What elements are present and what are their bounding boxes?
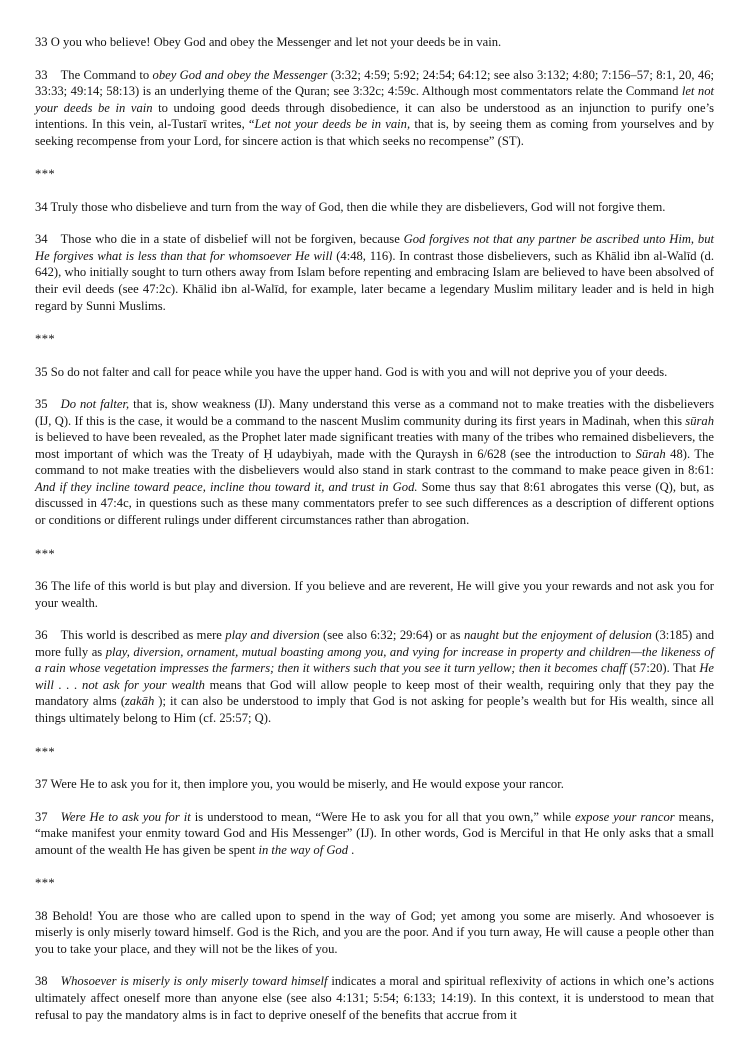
quoted-phrase: expose your rancor	[574, 809, 675, 824]
body-text: The Command to	[60, 67, 153, 82]
verse-34	[35, 199, 714, 216]
commentary-number: 33	[35, 67, 48, 82]
body-text: 36 The life of this world is but play and diversion. If you believe and are reverent, He will give you your rewards and not ask you for your wealth.	[35, 579, 714, 610]
commentary-36	[35, 627, 714, 726]
commentary-38	[35, 973, 714, 1023]
separator-2: ***	[35, 332, 56, 347]
commentary-35	[35, 396, 714, 528]
quoted-phrase: Let not your deeds be in vain,	[254, 117, 411, 132]
body-text: .	[348, 842, 355, 857]
body-text: that is, by seeing them as coming from yourselves and by seeking recompense from your Lord, for sincere action is that which seeks no recompense” (ST).	[35, 117, 714, 148]
quoted-phrase: naught but the enjoyment of delusion	[463, 628, 652, 643]
body-text: This world is described as mere	[60, 628, 226, 643]
verse-38	[35, 908, 714, 958]
body-text: (3:185) and more fully as	[35, 628, 714, 659]
body-text: 35 So do not falter and call for peace while you have the upper hand. God is with you and will not deprive you of your deeds.	[35, 364, 668, 379]
quoted-phrase: let not your deeds be in vain	[35, 84, 714, 115]
quoted-phrase: obey God and obey the Messenger	[152, 67, 328, 82]
body-text: 37 Were He to ask you for it, then implore you, you would be miserly, and He would expose your rancor.	[35, 777, 564, 792]
quoted-phrase: Whosoever is miserly is only miserly toward himself	[60, 974, 328, 989]
quoted-phrase: Do not falter,	[60, 397, 130, 412]
body-text: means that God will allow people to keep most of their wealth, requiring only that they pay the mandatory alms (	[35, 677, 714, 709]
body-text: (3:32; 4:59; 5:92; 24:54; 64:12; see also 3:132; 4:80; 7:156–57; 8:1, 20, 46; 33:33; 49:14; 58:13) is an underlying theme of the Quran; see 3:32c; 4:59c. Although most commentators relate the Command	[35, 67, 714, 99]
commentary-34	[35, 231, 714, 314]
separator-4: ***	[35, 744, 56, 759]
commentary-number: 35	[35, 397, 48, 412]
separator-3: ***	[35, 546, 56, 561]
body-text: indicates a moral and spiritual reflexivity of actions in which one’s actions ultimately affect oneself more than anyone else (see also 4:131; 5:54; 6:133; 14:19). In this context, it is understood to mean that refusal to pay the mandatory alms is in fact to deprive oneself of the benefits that accrue from it	[35, 974, 714, 1022]
quoted-phrase: in the way of God	[258, 842, 349, 857]
quoted-phrase: And if they incline toward peace, incline thou toward it, and trust in God.	[35, 479, 418, 494]
body-text: 38 Behold! You are those who are called upon to spend in the way of God; yet among you some are miserly. And whosoever is miserly is only miserly toward himself. God is the Rich, and you are the poor. And if you turn away, He will cause a people other than you to take your place, and they will not be the likes of you.	[35, 908, 714, 956]
commentary-number: 38	[35, 974, 48, 989]
quoted-phrase: play, diversion, ornament, mutual boasting among you, and vying for increase in property and children—the likeness of a rain whose vegetation impresses the farmers; then it withers such that you see it turn yellow; then it becomes chaff	[35, 644, 714, 676]
body-text: 34 Truly those who disbelieve and turn from the way of God, then die while they are disbelievers, God will not forgive them.	[35, 199, 666, 214]
quoted-phrase: sūrah	[685, 413, 714, 428]
body-text: 48). The command to not make treaties with the disbelievers would also stand in stark contrast to the command to make peace given in 8:61:	[35, 446, 714, 478]
verse-36	[35, 578, 714, 611]
commentary-33	[35, 67, 714, 150]
commentary-number: 34	[35, 232, 48, 247]
body-text: 33 O you who believe! Obey God and obey the Messenger and let not your deeds be in vain.	[35, 35, 502, 49]
quoted-phrase: God forgives not that any partner be ascribed unto Him, but He forgives what is less than that for whomsoever He will	[35, 232, 714, 263]
separator-1: ***	[35, 167, 56, 182]
verse-35	[35, 364, 714, 381]
page-text-column	[35, 34, 714, 1023]
body-text: (4:48, 116). In contrast those disbelievers, such as Khālid ibn al-Walīd (d. 642), who initially sought to turn others away from Islam before repenting and embracing Islam are believed to have been absolved of their evil deeds (see 47:2c). Khālid ibn al-Walīd, for example, later became a legendary Muslim military leader and is held in high regard by Sunni Muslims.	[35, 248, 714, 313]
body-text: ); it can also be understood to imply that God is not asking for people’s wealth but for His wealth, since all things ultimately belong to Him (cf. 25:57; Q).	[35, 694, 714, 725]
body-text: (57:20). That	[626, 661, 700, 676]
body-text: Those who die in a state of disbelief will not be forgiven, because	[60, 232, 404, 247]
commentary-37	[35, 809, 714, 859]
quoted-phrase: play and diversion	[225, 628, 320, 643]
body-text: (see also 6:32; 29:64) or as	[319, 628, 464, 643]
body-text: Some thus say that 8:61 abrogates this verse (Q), but, as discussed in 47:4c, in questions such as these many commentators prefer to see such differences as a description of different options or conditions or different rulings under different circumstances rather than abrogation.	[35, 479, 714, 528]
quoted-phrase: zakāh	[124, 694, 155, 709]
commentary-number: 36	[35, 628, 48, 643]
quoted-phrase: Were He to ask you for it	[60, 809, 191, 824]
body-text: means, “make manifest your enmity toward God and His Messenger” (IJ). In other words, God is Merciful in that He only asks that a small amount of the wealth He has given be spent	[35, 809, 714, 857]
body-text: that is, show weakness (IJ). Many understand this verse as a command not to make treaties with the disbelievers (IJ, Q). If this is the case, it would be a command to the nascent Muslim community during its first years in Madinah, when this	[35, 397, 714, 428]
verse-33	[35, 34, 714, 51]
body-text: is understood to mean, “Were He to ask you for all that you own,” while	[190, 809, 575, 824]
quoted-phrase: Sūrah	[635, 446, 666, 461]
body-text: is believed to have been revealed, as the Prophet later made significant treaties with many of the tribes who remained disbelievers, the most important of which was the Treaty of Ḥ udaybiyah, made with the Quraysh in 6/628 (see the introduction to	[35, 430, 714, 461]
commentary-number: 37	[35, 809, 48, 824]
body-text: to undoing good deeds through disobedience, it can also be understood as an injunction to purify one’s intentions. In this vein, al-Tustarī writes, “	[35, 100, 715, 132]
quoted-phrase: He will . . . not ask for your wealth	[35, 661, 714, 692]
separator-5: ***	[35, 876, 56, 891]
verse-37	[35, 776, 714, 793]
